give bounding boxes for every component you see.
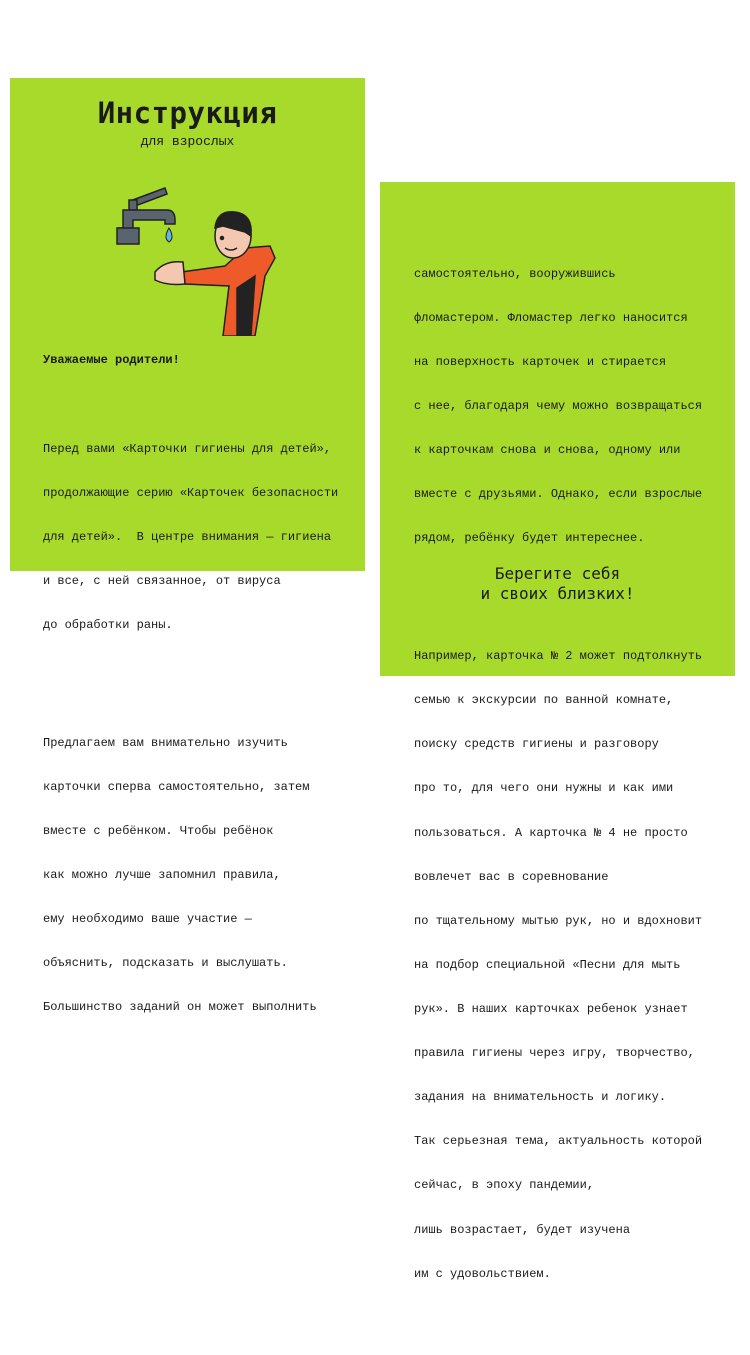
text-line: на поверхность карточек и стирается xyxy=(414,355,667,370)
text-line: пользоваться. А карточка № 4 не просто xyxy=(414,825,688,840)
text-line: объяснить, подсказать и выслушать. xyxy=(43,956,288,971)
paragraph xyxy=(43,706,338,1044)
instruction-card-front xyxy=(10,78,365,1015)
text-line: семью к экскурсии по ванной комнате, xyxy=(414,693,674,708)
handwashing-illustration xyxy=(105,176,285,336)
paragraph xyxy=(43,412,338,662)
text-line: Предлагаем вам внимательно изучить xyxy=(43,735,288,750)
text-line: к карточкам снова и снова, одному или xyxy=(414,443,681,458)
text-line: вовлечет вас в соревнование xyxy=(414,869,609,884)
text-line: на подбор специальной «Песни для мыть xyxy=(414,957,681,972)
text-line: как можно лучше запомнил правила, xyxy=(43,867,281,882)
closing-line: и своих близких! xyxy=(480,584,635,603)
text-line: фломастером. Фломастер легко наносится xyxy=(414,310,688,325)
text-line: Так серьезная тема, актуальность которой xyxy=(414,1134,703,1149)
text-line: самостоятельно, вооружившись xyxy=(414,266,616,281)
text-line: до обработки раны. xyxy=(43,618,173,633)
child-figure xyxy=(155,212,275,336)
text-line: сейчас, в эпоху пандемии, xyxy=(414,1178,595,1193)
text-line: Перед вами «Карточки гигиены для детей», xyxy=(43,441,332,456)
faucet-icon xyxy=(117,188,175,244)
greeting: Уважаемые родители! xyxy=(43,353,180,368)
paragraph xyxy=(414,237,702,575)
text-line: по тщательному мытью рук, но и вдохновит xyxy=(414,913,703,928)
text-line: правила гигиены через игру, творчество, xyxy=(414,1046,695,1061)
text-line: продолжающие серию «Карточек безопасности xyxy=(43,485,339,500)
paragraph xyxy=(414,620,702,1311)
letter-text-continued xyxy=(414,208,702,1355)
instruction-card-back xyxy=(380,182,735,1281)
text-line: лишь возрастает, будет изучена xyxy=(414,1222,631,1237)
text-line: рядом, ребёнку будет интереснее. xyxy=(414,531,645,546)
text-line: Например, карточка № 2 может подтолкнуть xyxy=(414,649,703,664)
text-line: задания на внимательность и логику. xyxy=(414,1090,667,1105)
text-line: ему необходимо ваше участие — xyxy=(43,912,252,927)
text-line: поиску средств гигиены и разговору xyxy=(414,737,659,752)
text-line: им с удовольствием. xyxy=(414,1266,551,1281)
text-line: и все, с ней связанное, от вируса xyxy=(43,573,281,588)
card-subtitle: для взрослых xyxy=(140,134,235,149)
text-line: про то, для чего они нужны и как ими xyxy=(414,781,674,796)
text-line: карточки сперва самостоятельно, затем xyxy=(43,779,310,794)
closing-line: Берегите себя xyxy=(494,564,621,583)
closing-message xyxy=(380,564,735,604)
text-line: вместе с друзьями. Однако, если взрослые xyxy=(414,487,703,502)
text-line: вместе с ребёнком. Чтобы ребёнок xyxy=(43,823,274,838)
text-line: с нее, благодаря чему можно возвращаться xyxy=(414,399,703,414)
text-line: рук». В наших карточках ребенок узнает xyxy=(414,1001,688,1016)
letter-text xyxy=(43,324,338,1089)
text-line: для детей». В центре внимания — гигиена xyxy=(43,529,332,544)
card-title: Инструкция xyxy=(97,96,278,130)
text-line: Большинство заданий он может выполнить xyxy=(43,1000,317,1015)
